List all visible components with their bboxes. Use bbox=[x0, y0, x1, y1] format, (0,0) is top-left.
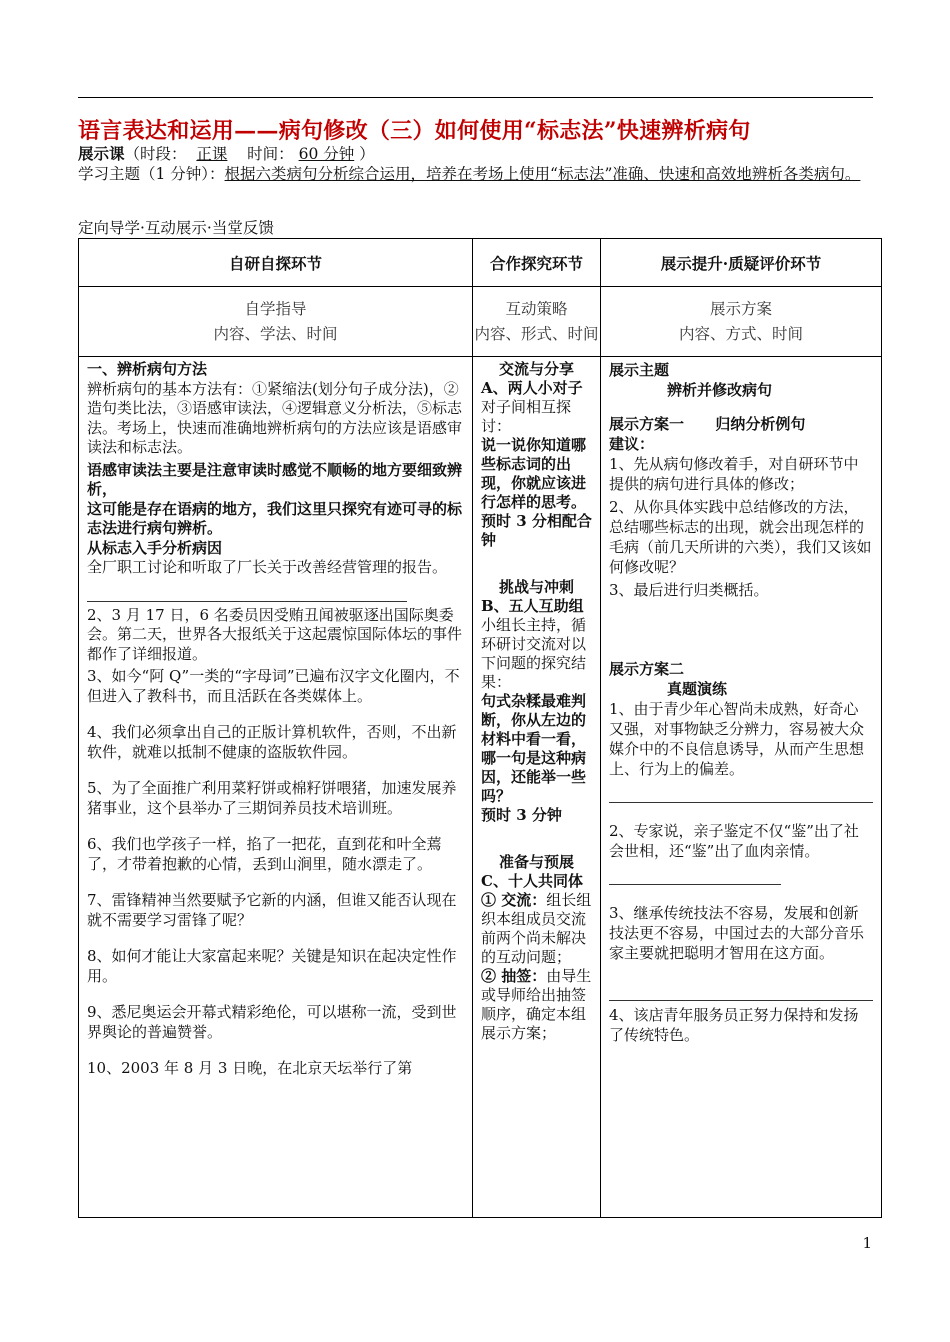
learning-purpose bbox=[78, 162, 878, 187]
subheader-self-study bbox=[79, 287, 473, 357]
page-number: 1 bbox=[862, 1234, 872, 1252]
method-heading: 一、辨析病句方法 bbox=[87, 360, 208, 378]
example-sentence: 7、雷锋精神当然要赋予它新的内涵，但谁又能否认现在就不需要学习雷锋了呢？ bbox=[87, 891, 457, 929]
stage-c-item-1-text: 组长组织本组成员交流前两个尚未解决的互动问题； bbox=[481, 891, 592, 966]
top-rule bbox=[78, 97, 873, 98]
stage-c-item-1-label: ① 交流： bbox=[481, 891, 547, 909]
method-paragraph: 辨析病句的基本方法有：①紧缩法(划分句子成分法)，②造句类比法，③语感审读法，④逻辑意义分析法，⑤标志法。考场上，快速而准确地辨析病句的方法应该是语感审读法和标志法。 bbox=[87, 379, 463, 456]
example-sentence: 5、为了全面推广利用菜籽饼或棉籽饼喂猪，加速发展养猪事业，这个县举办了三期饲养员技术培训班。 bbox=[87, 779, 457, 817]
exercise-item: 2、专家说，亲子鉴定不仅“鉴”出了社会世相，还“鉴”出了血肉亲情。 bbox=[609, 822, 859, 860]
stage-c-item-2-label: ② 抽签： bbox=[481, 967, 547, 985]
subheader-presentation-desc: 内容、方式、时间 bbox=[678, 324, 803, 343]
answer-line bbox=[609, 864, 781, 885]
exercise-item: 3、继承传统技法不容易，发展和创新技法更不容易，中国过去的大部分音乐家主要就把聪明才智用在这方面。 bbox=[609, 904, 865, 962]
meta-close: ） bbox=[359, 145, 375, 163]
period-prefix: （时段： bbox=[124, 145, 187, 163]
example-sentence: 9、悉尼奥运会开幕式精彩绝伦，可以堪称一流，受到世界舆论的普遍赞誉。 bbox=[87, 1003, 457, 1041]
self-study-content bbox=[79, 357, 473, 1218]
meta-line bbox=[78, 142, 375, 164]
header-presentation: 展示提升·质疑评价环节 bbox=[601, 239, 882, 287]
advice-item: 2、从你具体实践中总结修改的方法，总结哪些标志的出现，就会出现怎样的毛病（前几天所讲的六类），我们又该如何修改呢？ bbox=[609, 498, 872, 576]
time-prefix: 时间： bbox=[247, 145, 294, 163]
method-bold-2: 这可能是存在语病的地方，我们这里只探究有迹可寻的标志法进行病句辨析。 bbox=[87, 499, 463, 537]
plan-one-title: 归纳分析例句 bbox=[715, 415, 806, 433]
answer-line bbox=[609, 782, 873, 803]
advice-label: 建议： bbox=[609, 435, 655, 453]
header-self-study: 自研自探环节 bbox=[79, 239, 473, 287]
stage-a-title: 交流与分享 bbox=[498, 360, 574, 378]
stage-c-sub: C、十人共同体 bbox=[481, 872, 583, 890]
purpose-label: 学习主题（1 分钟）： bbox=[78, 165, 225, 183]
stage-a-sub: A、两人小对子 bbox=[481, 379, 583, 397]
stage-a-question: 说一说你知道哪些标志词的出现，你就应该进行怎样的思考。 bbox=[481, 436, 587, 511]
stage-c-title: 准备与预展 bbox=[498, 853, 574, 871]
plan-one-label: 展示方案一 bbox=[609, 415, 685, 433]
exercise-item: 4、该店青年服务员正努力保持和发扬了传统特色。 bbox=[609, 1006, 859, 1044]
stage-b-title: 挑战与冲刺 bbox=[498, 578, 574, 596]
subheader-presentation bbox=[601, 287, 882, 357]
example-sentence: 全厂职工讨论和听取了厂长关于改善经营管理的报告。 bbox=[87, 558, 448, 576]
stage-a-time: 预时 3 分相配合钟 bbox=[481, 512, 592, 549]
plan-one bbox=[609, 414, 873, 434]
subheader-self-study-desc: 内容、学法、时间 bbox=[213, 324, 338, 343]
subheader-cooperation-title: 互动策略 bbox=[505, 299, 568, 318]
plan-two-title: 真题演练 bbox=[667, 680, 728, 698]
stage-b-sub: B、五人互助组 bbox=[481, 597, 584, 615]
example-sentence: 2、3 月 17 日，6 名委员因受贿丑闻被驱逐出国际奥委会。第二天，世界各大报纸关于这起震惊国际体坛的事件都作了详细报道。 bbox=[87, 605, 463, 663]
purpose-text: 根据六类病句分析综合运用，培养在考场上使用“标志法”准确、快速和高效地辨析各类病句。 bbox=[224, 165, 861, 183]
period-value: 正课 bbox=[196, 145, 228, 163]
subheader-self-study-title: 自学指导 bbox=[244, 299, 307, 318]
answer-line bbox=[87, 581, 407, 602]
example-sentence: 10、2003 年 8 月 3 日晚，在北京天坛举行了第 bbox=[87, 1059, 413, 1077]
theme-label: 展示主题 bbox=[609, 361, 670, 379]
method-bold-1: 语感审读法主要是注意审读时感觉不顺畅的地方要细致辨析， bbox=[87, 460, 463, 498]
advice-item: 1、先从病句修改着手，对自研环节中提供的病句进行具体的修改； bbox=[609, 455, 859, 493]
stage-b-text: 小组长主持，循环研讨交流对以下问题的探究结果： bbox=[481, 616, 587, 691]
example-sentence: 4、我们必须拿出自己的正版计算机软件，否则，不出新软件，就难以抵制不健康的盗版软件园。 bbox=[87, 723, 457, 761]
page-title: 语言表达和运用——病句修改（三）如何使用“标志法”快速辨析病句 bbox=[78, 118, 751, 144]
marker-heading: 从标志入手分析病因 bbox=[87, 538, 223, 557]
stage-b-question: 句式杂糅最难判断，你从左边的材料中看一看，哪一句是这种病因，还能举一些吗？ bbox=[481, 692, 587, 805]
advice-item: 3、最后进行归类概括。 bbox=[609, 581, 769, 599]
stage-c-item-1 bbox=[481, 891, 592, 967]
example-sentence: 6、我们也学孩子一样，掐了一把花，直到花和叶全蔫了，才带着抱歉的心情，丢到山涧里，随水漂走了。 bbox=[87, 835, 442, 873]
lesson-table bbox=[78, 238, 882, 1218]
stages-line: 定向导学·互动展示·当堂反馈 bbox=[78, 219, 274, 237]
subheader-cooperation bbox=[473, 287, 601, 357]
stage-c-item-2 bbox=[481, 967, 592, 1043]
header-cooperation: 合作探究环节 bbox=[473, 239, 601, 287]
cooperation-content bbox=[473, 357, 601, 1218]
class-type: 展示课 bbox=[78, 144, 125, 163]
subheader-cooperation-desc: 内容、形式、时间 bbox=[474, 324, 599, 343]
answer-line bbox=[609, 980, 873, 1001]
theme-value: 辨析并修改病句 bbox=[667, 381, 773, 399]
stage-b-time: 预时 3 分钟 bbox=[481, 806, 562, 824]
subheader-presentation-title: 展示方案 bbox=[709, 299, 772, 318]
example-sentence: 3、如今“阿 Q”一类的“字母词”已遍布汉字文化圈内，不但进入了教科书，而且活跃在各类媒体上。 bbox=[87, 667, 460, 705]
plan-two-label: 展示方案二 bbox=[609, 660, 685, 678]
stage-c-item-2-text: 由导生或导师给出抽签顺序，确定本组展示方案； bbox=[481, 967, 592, 1042]
example-sentence: 8、如何才能让大家富起来呢？关键是知识在起决定性作用。 bbox=[87, 947, 457, 985]
stage-a-text: 对子间相互探讨： bbox=[481, 398, 572, 435]
exercise-item: 1、由于青少年心智尚未成熟，好奇心又强，对事物缺乏分辨力，容易被大众媒介中的不良信息诱导，从而产生思想上、行为上的偏差。 bbox=[609, 700, 865, 778]
presentation-content bbox=[601, 357, 882, 1218]
time-value: 60 分钟 bbox=[298, 145, 355, 163]
